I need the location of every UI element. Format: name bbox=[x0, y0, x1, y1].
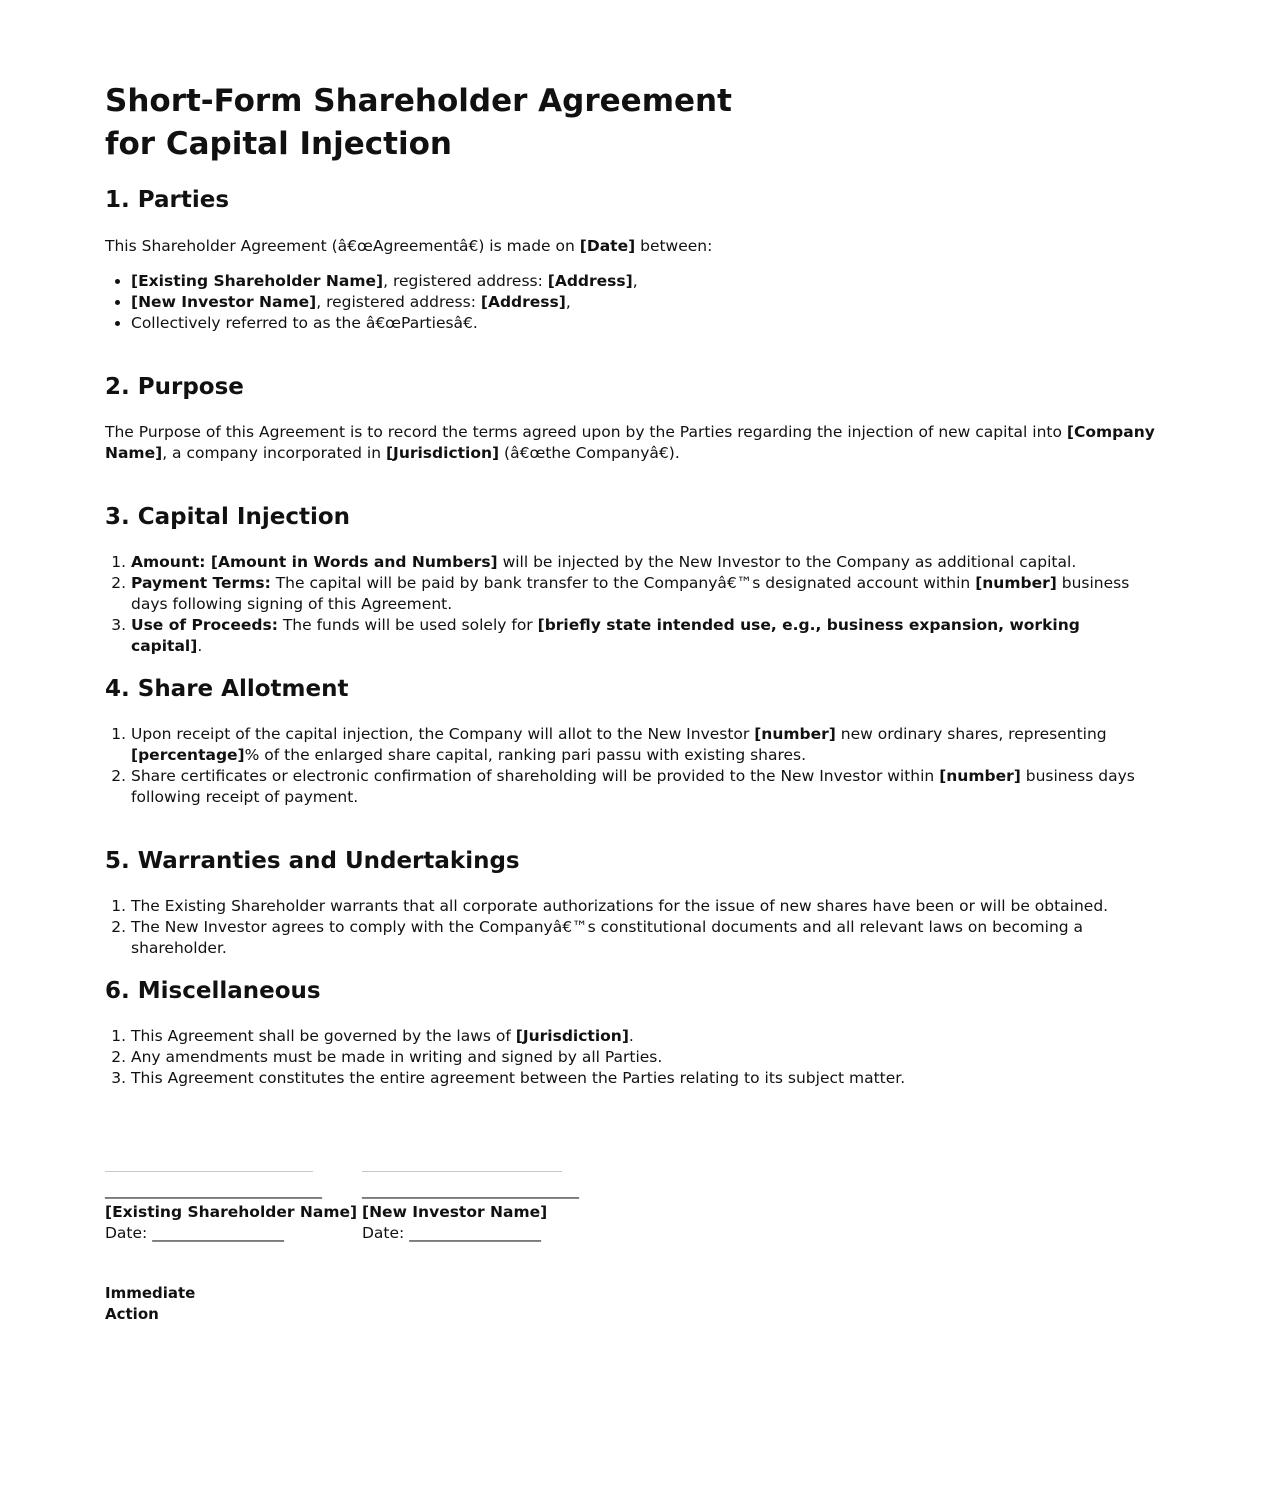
list-item: • [Existing Shareholder Name], registered address: [Address], bbox=[131, 271, 1151, 292]
list-item: • [New Investor Name], registered address: [Address], bbox=[131, 292, 1151, 313]
parties-list bbox=[105, 271, 1151, 334]
signature-date: Date: _________________ bbox=[362, 1224, 541, 1242]
signatory-name: [New Investor Name] bbox=[362, 1203, 548, 1221]
section-heading-parties: 1. Parties bbox=[105, 187, 230, 213]
list-item: • Collectively referred to as the â€œPartiesâ€. bbox=[131, 313, 1151, 334]
list-item: 2. Share certificates or electronic confirmation of shareholding will be provided to the New Investor within [number] business days following receipt of payment. bbox=[131, 766, 1151, 808]
section-heading-purpose: 2. Purpose bbox=[105, 374, 244, 400]
list-item: 1. Upon receipt of the capital injection, the Company will allot to the New Investor [number] new ordinary shares, representing [percentage]% of the enlarged share capital, ranking pari passu with existing shares. bbox=[131, 724, 1151, 766]
parties-intro: This Shareholder Agreement (â€œAgreementâ€) is made on [Date] between: bbox=[105, 237, 713, 255]
list-item: 2. The New Investor agrees to comply with the Companyâ€™s constitutional documents and all relevant laws on becoming a shareholder. bbox=[131, 917, 1151, 959]
list-item: 2. Any amendments must be made in writing and signed by all Parties. bbox=[131, 1047, 1151, 1068]
capital-injection-list bbox=[105, 552, 1151, 657]
miscellaneous-list bbox=[105, 1026, 1151, 1089]
signature-underline: ____________________________ bbox=[105, 1181, 322, 1199]
list-item: 3. Use of Proceeds: The funds will be used solely for [briefly state intended use, e.g., business expansion, working capital]. bbox=[131, 615, 1151, 657]
section-heading-share-allotment: 4. Share Allotment bbox=[105, 676, 349, 702]
cutoff-text-fragment: Immediate Action bbox=[105, 1284, 196, 1323]
section-heading-miscellaneous: 6. Miscellaneous bbox=[105, 978, 321, 1004]
purpose-paragraph: The Purpose of this Agreement is to record the terms agreed upon by the Parties regarding the injection of new capital into [Company Name], a company incorporated in [Jurisdiction] (â€œthe Companyâ€). bbox=[105, 423, 1155, 462]
list-item: 1. Amount: [Amount in Words and Numbers] will be injected by the New Investor to the Company as additional capital. bbox=[131, 552, 1151, 573]
signature-line bbox=[362, 1171, 562, 1172]
signature-block-existing-shareholder bbox=[105, 1171, 357, 1244]
list-item: 3. This Agreement constitutes the entire agreement between the Parties relating to its subject matter. bbox=[131, 1068, 1151, 1089]
signature-line bbox=[105, 1171, 313, 1172]
list-item: 1. This Agreement shall be governed by the laws of [Jurisdiction]. bbox=[131, 1026, 1151, 1047]
warranties-list bbox=[105, 896, 1151, 959]
share-allotment-list bbox=[105, 724, 1151, 808]
signature-underline: ____________________________ bbox=[362, 1181, 579, 1199]
signatory-name: [Existing Shareholder Name] bbox=[105, 1203, 358, 1221]
signature-date: Date: _________________ bbox=[105, 1224, 284, 1242]
list-item: 2. Payment Terms: The capital will be paid by bank transfer to the Companyâ€™s designated account within [number] business days following signing of this Agreement. bbox=[131, 573, 1151, 615]
list-item: 1. The Existing Shareholder warrants that all corporate authorizations for the issue of new shares have been or will be obtained. bbox=[131, 896, 1151, 917]
signature-block-new-investor bbox=[362, 1171, 579, 1244]
section-heading-capital-injection: 3. Capital Injection bbox=[105, 504, 351, 530]
section-heading-warranties: 5. Warranties and Undertakings bbox=[105, 848, 520, 874]
page-title: Short-Form Shareholder Agreement for Capital Injection bbox=[105, 83, 732, 162]
